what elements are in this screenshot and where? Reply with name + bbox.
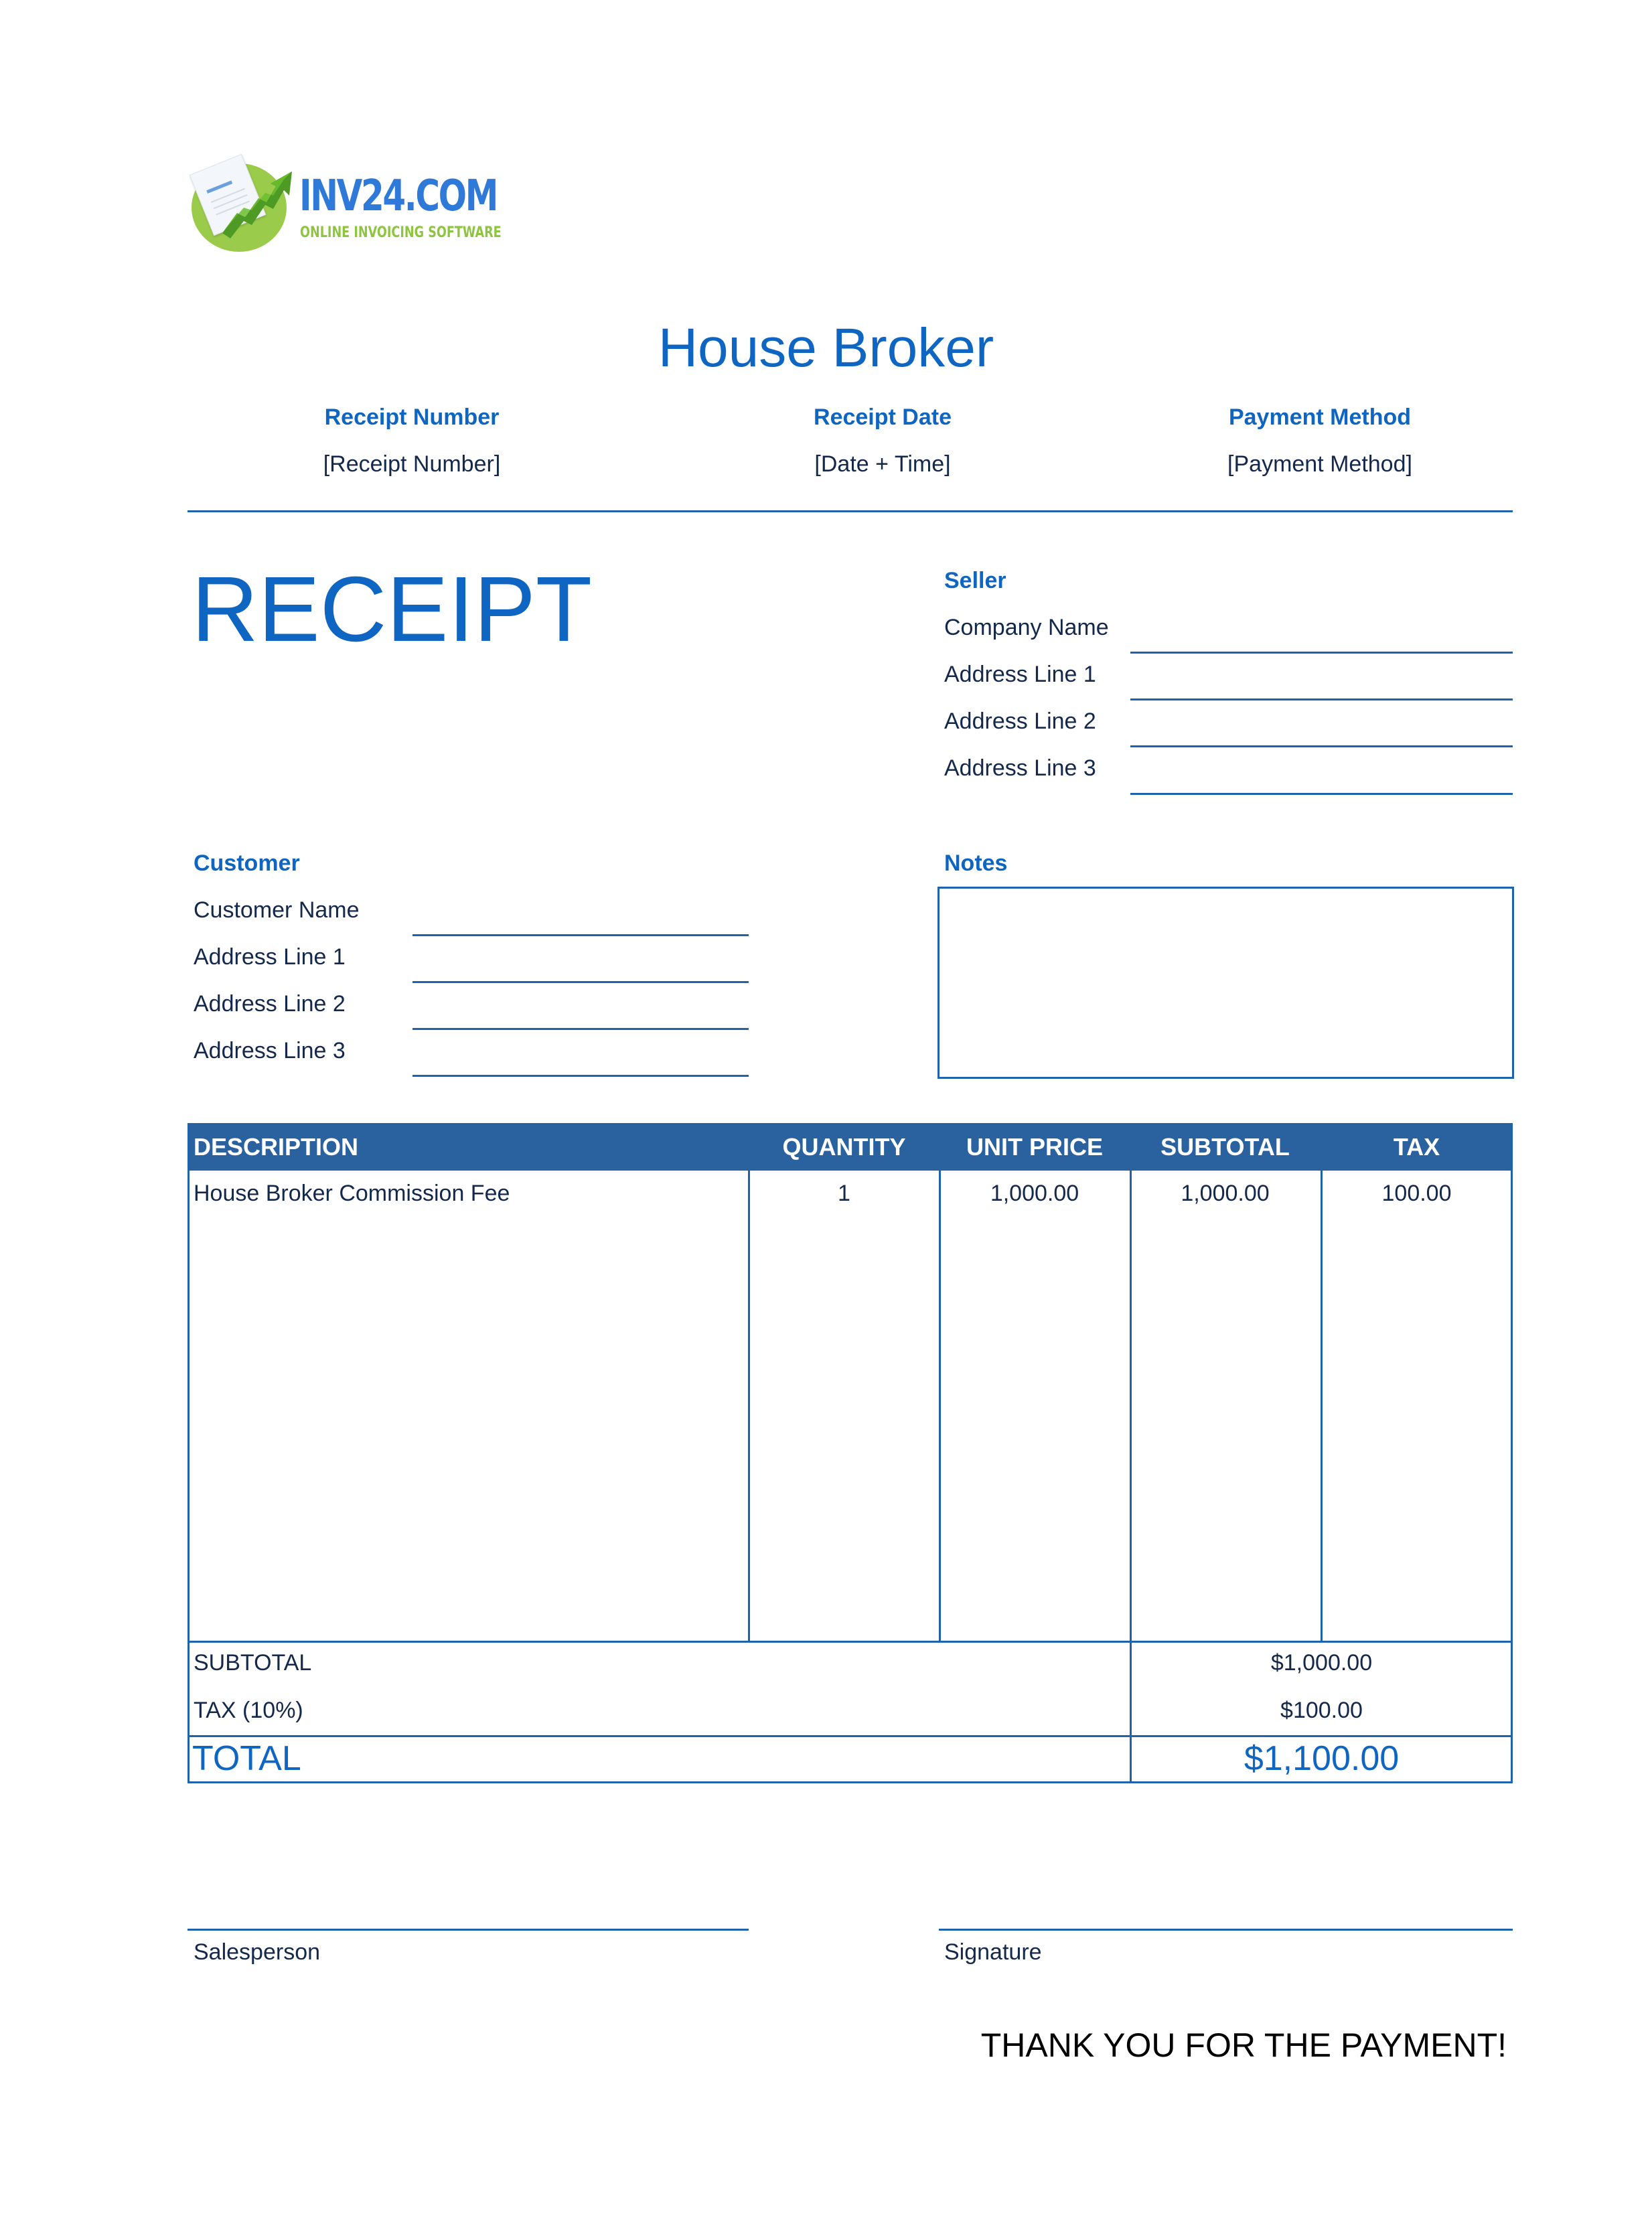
item-subtotal: 1,000.00 — [1181, 1181, 1270, 1206]
seller-label: Seller — [944, 568, 1006, 593]
total-label: TOTAL — [192, 1739, 301, 1778]
notes-field[interactable] — [937, 887, 1514, 1079]
seller-address-line-2-label: Address Line 2 — [944, 709, 1096, 734]
customer-name-field[interactable] — [412, 934, 749, 936]
growth-arrow-icon — [217, 166, 297, 240]
item-tax: 100.00 — [1381, 1181, 1452, 1206]
customer-signature-line[interactable] — [939, 1929, 1513, 1931]
seller-address-line-3-label: Address Line 3 — [944, 755, 1096, 781]
payment-method-label: Payment Method — [1228, 404, 1412, 430]
payment-method-value[interactable]: [Payment Method] — [1227, 451, 1412, 477]
line-items-table — [187, 1123, 1513, 1783]
column-divider — [1130, 1171, 1132, 1783]
column-divider — [748, 1171, 750, 1642]
total-top-border — [187, 1735, 1513, 1737]
company-logo — [190, 158, 502, 255]
customer-address-line-1-field[interactable] — [412, 981, 749, 983]
logo-title: INV24.COM — [299, 171, 498, 221]
column-header-subtotal: SUBTOTAL — [1160, 1133, 1290, 1161]
customer-address-line-1-label: Address Line 1 — [194, 944, 346, 970]
table-border-right — [1511, 1123, 1513, 1783]
seller-address-line-3-field[interactable] — [1130, 793, 1513, 795]
column-header-unit-price: UNIT PRICE — [966, 1133, 1103, 1161]
receipt-date-label: Receipt Date — [814, 404, 952, 430]
document-title: House Broker — [658, 317, 994, 378]
receipt-date-value[interactable]: [Date + Time] — [814, 451, 951, 477]
seller-address-line-1-field[interactable] — [1130, 698, 1513, 700]
subtotal-value: $1,000.00 — [1270, 1650, 1373, 1676]
column-divider — [1321, 1171, 1323, 1642]
item-quantity[interactable]: 1 — [838, 1181, 850, 1206]
seller-company-name-label: Company Name — [944, 615, 1109, 640]
column-header-tax: TAX — [1393, 1133, 1440, 1161]
customer-address-line-2-label: Address Line 2 — [194, 991, 346, 1017]
subtotal-label: SUBTOTAL — [194, 1650, 312, 1676]
salesperson-signature-line[interactable] — [187, 1929, 749, 1931]
seller-address-line-2-field[interactable] — [1130, 745, 1513, 747]
logo-subtitle: ONLINE INVOICING SOFTWARE — [300, 224, 502, 241]
column-header-description: DESCRIPTION — [194, 1133, 359, 1161]
customer-address-line-2-field[interactable] — [412, 1028, 749, 1030]
table-bottom-border — [187, 1781, 1513, 1783]
table-border-left — [187, 1123, 190, 1783]
seller-address-line-1-label: Address Line 1 — [944, 662, 1096, 687]
customer-address-line-3-field[interactable] — [412, 1075, 749, 1077]
item-unit-price[interactable]: 1,000.00 — [990, 1181, 1079, 1206]
seller-company-name-field[interactable] — [1130, 652, 1513, 654]
tax-label: TAX (10%) — [194, 1698, 303, 1723]
total-value: $1,100.00 — [1244, 1739, 1400, 1778]
customer-name-label: Customer Name — [194, 897, 360, 923]
column-divider — [939, 1171, 941, 1642]
receipt-number-label: Receipt Number — [324, 404, 500, 430]
receipt-heading: RECEIPT — [192, 558, 593, 661]
receipt-number-value[interactable]: [Receipt Number] — [323, 451, 501, 477]
customer-label: Customer — [194, 850, 300, 876]
customer-address-line-3-label: Address Line 3 — [194, 1038, 346, 1063]
signature-label: Signature — [944, 1939, 1042, 1965]
item-description[interactable]: House Broker Commission Fee — [194, 1181, 510, 1206]
salesperson-label: Salesperson — [194, 1939, 321, 1965]
thank-you-message: THANK YOU FOR THE PAYMENT! — [980, 2026, 1507, 2064]
tax-value: $100.00 — [1280, 1698, 1363, 1723]
column-header-quantity: QUANTITY — [782, 1133, 906, 1161]
items-bottom-border — [187, 1641, 1513, 1643]
notes-label: Notes — [944, 850, 1008, 876]
header-divider — [187, 510, 1513, 512]
